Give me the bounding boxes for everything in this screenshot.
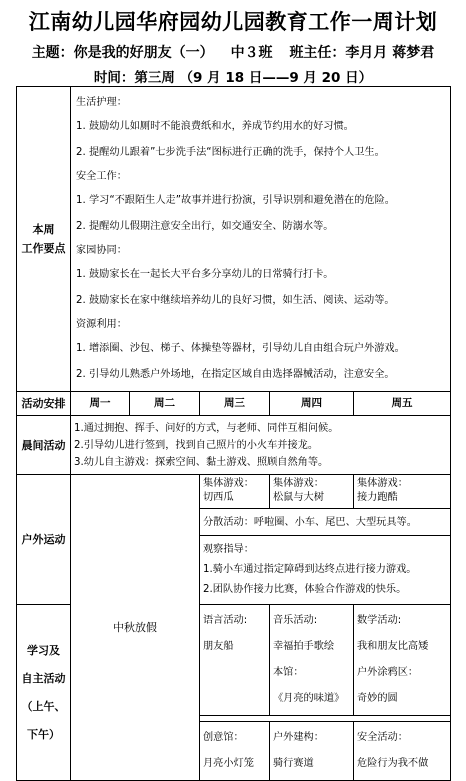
- schedule-header-row: [17, 392, 451, 416]
- weekly-plan-table: [16, 86, 451, 781]
- group-game-fri: [354, 475, 451, 509]
- outdoor-build-activity: [270, 722, 354, 781]
- group-game-body: 接力跑酷: [357, 492, 398, 503]
- focus-content: [71, 87, 451, 392]
- focus-label: [17, 87, 71, 392]
- activity-title: 数学活动:: [357, 615, 402, 626]
- focus-item: 2. 提醒幼儿假期注意安全出行，如交通安全、防溺水等。: [76, 220, 334, 232]
- day-thursday: 周四: [270, 392, 354, 416]
- morning-row: [17, 416, 451, 475]
- study-label: [17, 605, 71, 781]
- guidance-item: 1.骑小车通过指定障碍到达终点进行接力游戏。: [203, 564, 417, 575]
- focus-item: 2. 鼓励家长在家中继续培养幼儿的良好习惯，如生活、阅读、运动等。: [76, 294, 395, 306]
- schedule-label: 活动安排: [17, 392, 71, 416]
- observation-guidance: [200, 536, 451, 605]
- activity-body: 奇妙的圆: [357, 693, 398, 704]
- time-range: 时间：第三周 （9 月 18 日——9 月 20 日）: [93, 70, 373, 86]
- music-activity: [270, 605, 354, 716]
- focus-item: 2. 引导幼儿熟悉户外场地，在指定区域自由选择器械活动，注意安全。: [76, 368, 395, 380]
- day-friday: 周五: [354, 392, 451, 416]
- activity-body: 月亮小灯笼: [203, 758, 254, 769]
- morning-content: [71, 416, 451, 475]
- group-game-title: 集体游戏：: [273, 478, 324, 489]
- focus-label-line: 工作要点: [21, 242, 66, 255]
- outdoor-label: 户外运动: [17, 475, 71, 605]
- activity-title: 创意馆：: [203, 732, 244, 743]
- study-label-line: （上午、: [21, 699, 66, 713]
- focus-section-heading: 资源利用：: [76, 319, 127, 330]
- group-game-title: 集体游戏：: [203, 478, 254, 489]
- outdoor-row-games: [17, 475, 451, 509]
- day-tuesday: 周二: [130, 392, 200, 416]
- day-monday: 周一: [71, 392, 130, 416]
- focus-item: 1. 鼓励幼儿如厕时不能浪费纸和水，养成节约用水的好习惯。: [76, 121, 354, 132]
- plan-subtitle: [0, 42, 466, 62]
- activity-title: 户外建构：: [273, 732, 324, 743]
- morning-item: 2.引导幼儿进行签到，找到自己照片的小火车并接龙。: [74, 439, 319, 451]
- split-activity: 分散活动：呼啦圈、小车、尾巴、大型玩具等。: [200, 509, 451, 536]
- activity-body: 《月亮的味道》: [273, 693, 345, 704]
- group-game-body: 松鼠与大树: [273, 492, 324, 503]
- study-label-line: 学习及: [27, 643, 60, 657]
- holiday-cell: 中秋放假: [71, 475, 200, 781]
- focus-label-line: 本周: [32, 223, 55, 236]
- group-game-thu: [270, 475, 354, 509]
- activity-title: 音乐活动:: [273, 615, 318, 626]
- morning-item: 1.通过拥抱、挥手、问好的方式，与老师、同伴互相问候。: [74, 422, 339, 434]
- morning-label: 晨间活动: [17, 416, 71, 475]
- activity-body: 幸福拍手歌绘: [273, 641, 335, 652]
- class-name: 中３班: [230, 45, 273, 61]
- focus-item: 2. 提醒幼儿跟着”七步洗手法“图标进行正确的洗手，保持个人卫生。: [76, 146, 385, 158]
- creative-activity: [200, 722, 270, 781]
- page-title: 江南幼儿园华府园幼儿园教育工作一周计划: [28, 9, 438, 34]
- focus-section-heading: 生活护理：: [76, 97, 127, 108]
- activity-title: 语言活动:: [203, 615, 248, 626]
- group-game-title: 集体游戏：: [357, 478, 408, 489]
- morning-item: 3.幼儿自主游戏：探索空间、黏土游戏、照顾自然角等。: [74, 456, 329, 468]
- focus-row: [17, 87, 451, 392]
- activity-body: 我和朋友比高矮: [357, 641, 429, 652]
- focus-section-heading: 家园协同：: [76, 245, 127, 256]
- activity-body: 本馆：: [273, 667, 304, 678]
- safety-activity: [354, 722, 451, 781]
- activity-body: 危险行为我不做: [357, 758, 429, 769]
- guidance-title: 观察指导：: [203, 544, 254, 555]
- group-game-body: 切西瓜: [203, 492, 234, 503]
- activity-body: 朋友船: [203, 641, 234, 652]
- focus-item: 1. 增添圈、沙包、梯子、体操垫等器材，引导幼儿自由组合玩户外游戏。: [76, 343, 405, 354]
- day-wednesday: 周三: [200, 392, 270, 416]
- group-game-wed: [200, 475, 270, 509]
- focus-section-heading: 安全工作：: [76, 171, 127, 182]
- language-activity: [200, 605, 270, 716]
- study-label-line: 下午）: [27, 727, 60, 741]
- focus-item: 1. 鼓励家长在一起长大平台多分享幼儿的日常骑行打卡。: [76, 269, 334, 280]
- activity-body: 户外涂鸦区：: [357, 667, 419, 678]
- math-activity: [354, 605, 451, 716]
- focus-item: 1. 学习“不跟陌生人走”故事并进行扮演，引导识别和避免潜在的危险。: [76, 195, 395, 206]
- study-label-line: 自主活动: [21, 671, 66, 685]
- teachers-text: 班主任：李月月 蒋梦君: [289, 45, 435, 61]
- theme-text: 主题：你是我的好朋友（一）: [31, 45, 214, 61]
- activity-title: 安全活动：: [357, 732, 408, 743]
- guidance-item: 2.团队协作接力比赛，体验合作游戏的快乐。: [203, 584, 407, 595]
- activity-body: 骑行赛道: [273, 758, 314, 769]
